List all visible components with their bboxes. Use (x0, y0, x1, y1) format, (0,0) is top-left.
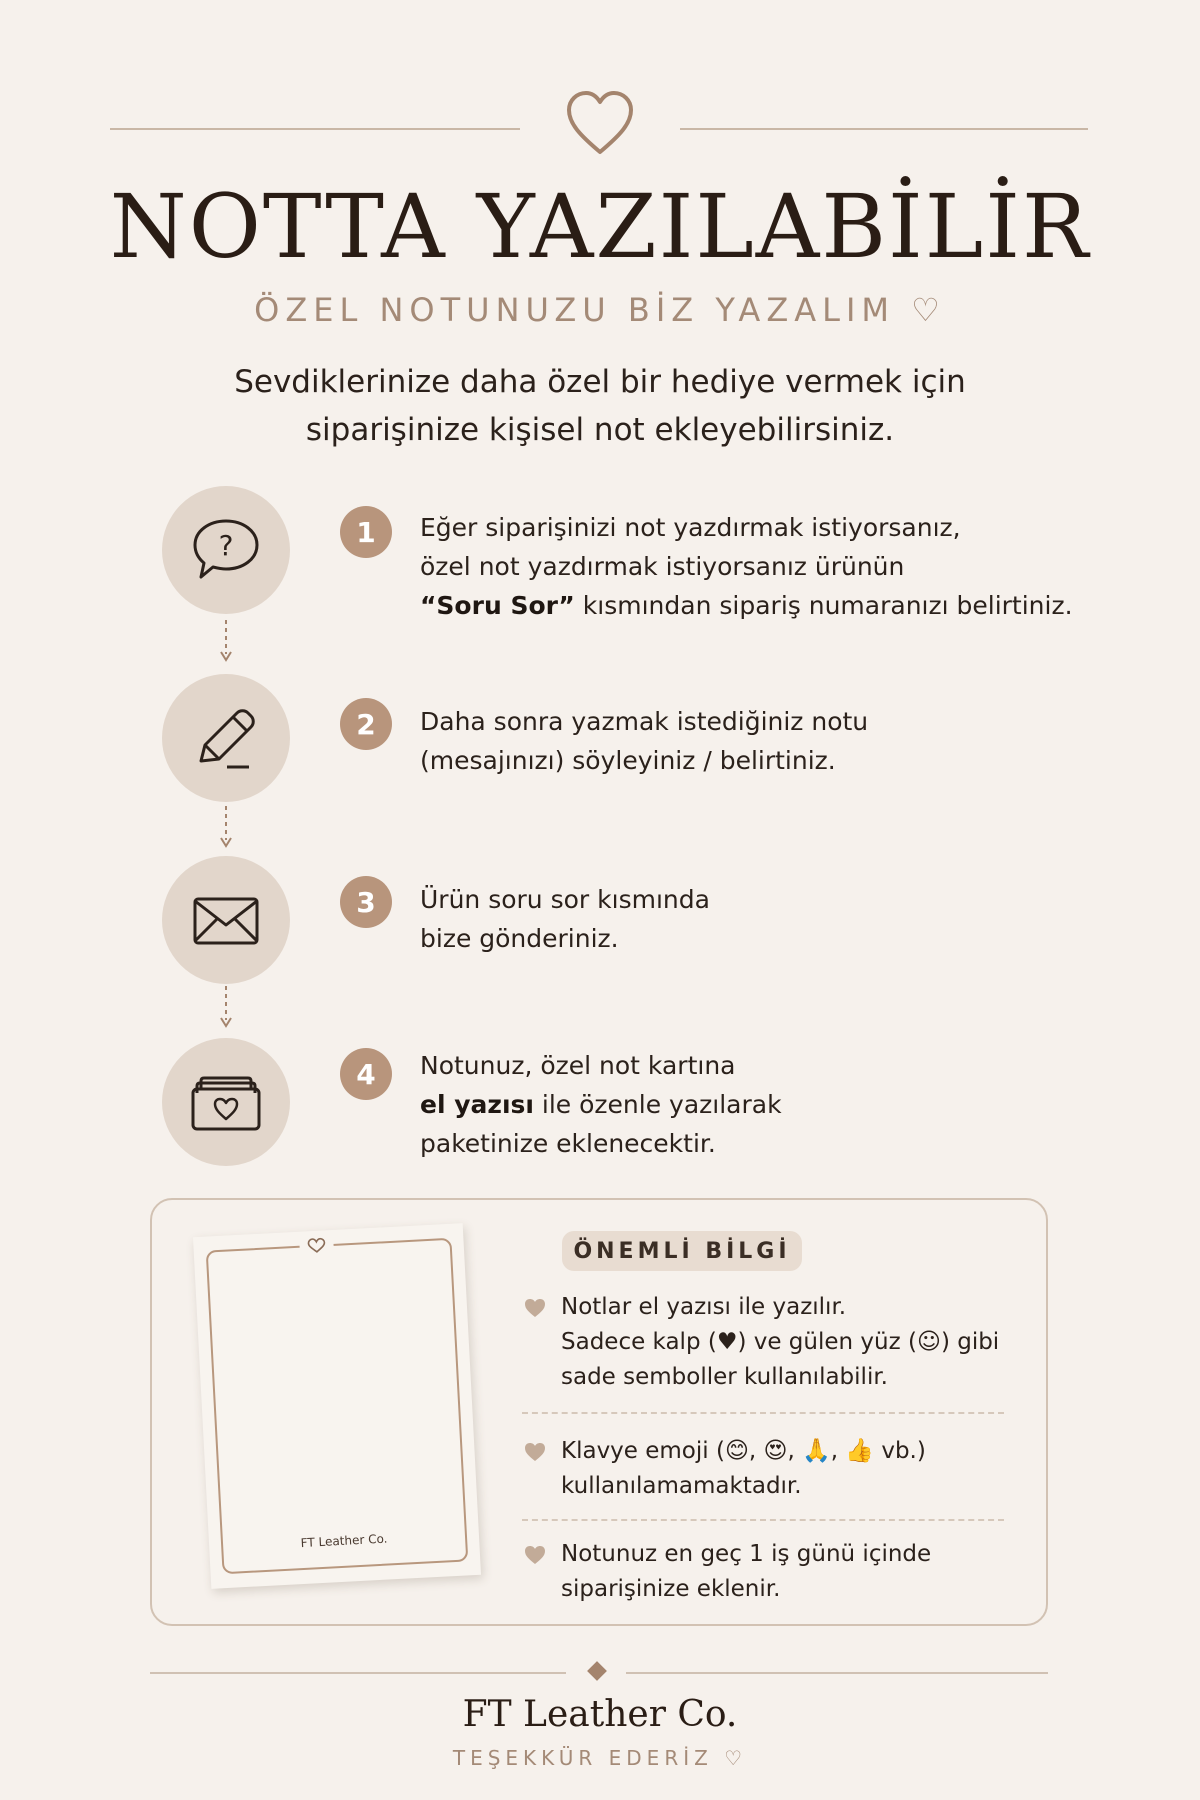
info-item-3 (561, 1537, 1011, 1607)
info-line: sade semboller kullanılabilir. (561, 1364, 888, 1390)
info-line: Sadece kalp (♥) ve gülen yüz (☺) gibi (561, 1329, 1000, 1355)
step-1-icon-circle (162, 486, 290, 614)
info-line: Notunuz en geç 1 iş günü içinde (561, 1541, 932, 1567)
info-divider (522, 1519, 1004, 1521)
step-connector (224, 986, 228, 1034)
important-info-badge: ÖNEMLİ BİLGİ (562, 1231, 802, 1271)
footer-brand: FT Leather Co. (462, 1694, 738, 1735)
pencil-icon (187, 699, 265, 777)
step-text-bold: “Soru Sor” (420, 591, 575, 620)
step-4-icon-circle (162, 1038, 290, 1166)
step-connector (224, 806, 228, 854)
page-subtitle: ÖZEL NOTUNUZU BİZ YAZALIM ♡ (254, 291, 946, 329)
step-text-line: (mesajınızı) söyleyiniz / belirtiniz. (420, 746, 836, 775)
step-text-line: bize gönderiniz. (420, 924, 619, 953)
step-text-line: özel not yazdırmak istiyorsanız ürünün (420, 552, 905, 581)
step-2-text (420, 702, 1100, 780)
info-line: Notlar el yazısı ile yazılır. (561, 1294, 847, 1320)
info-line: kullanılamamaktadır. (561, 1473, 802, 1499)
header-divider-left (110, 128, 520, 130)
intro-text (150, 358, 1050, 454)
intro-line: Sevdiklerinize daha özel bir hediye vermek için (234, 364, 966, 400)
svg-text:?: ? (218, 529, 234, 562)
note-card-frame (206, 1238, 469, 1574)
step-number-badge: 2 (340, 698, 392, 750)
note-card-heart (299, 1234, 334, 1258)
heart-bullet-icon (524, 1442, 546, 1462)
step-connector (224, 620, 228, 668)
step-2-icon-circle (162, 674, 290, 802)
step-number-badge: 1 (340, 506, 392, 558)
step-text-line: Notunuz, özel not kartına (420, 1051, 736, 1080)
step-text-line: paketinize eklenecektir. (420, 1129, 716, 1158)
note-card-brand: FT Leather Co. (300, 1531, 388, 1551)
info-line: Klavye emoji (😊, 😍, 🙏, 👍 vb.) (561, 1438, 926, 1464)
envelope-icon (187, 881, 265, 959)
step-text-line (420, 1085, 1100, 1124)
heart-outline-icon (307, 1237, 326, 1254)
step-text-rest: ile özenle yazılarak (533, 1090, 782, 1119)
info-item-2 (561, 1434, 1011, 1504)
footer-divider-right (626, 1672, 1048, 1674)
heart-outline-icon (563, 88, 637, 158)
footer-divider-left (150, 1672, 566, 1674)
heart-bullet-icon (524, 1545, 546, 1565)
step-3-text (420, 880, 1100, 958)
heart-card-icon (187, 1063, 265, 1141)
question-bubble-icon (187, 511, 265, 589)
step-text-line: Eğer siparişinizi not yazdırmak istiyorsanız, (420, 513, 961, 542)
step-number-badge: 3 (340, 876, 392, 928)
step-3-icon-circle (162, 856, 290, 984)
intro-line: siparişinize kişisel not ekleyebilirsiniz. (305, 412, 895, 448)
step-4-text (420, 1046, 1100, 1163)
info-divider (522, 1412, 1004, 1414)
step-text-line: Daha sonra yazmak istediğiniz notu (420, 707, 869, 736)
step-number-badge: 4 (340, 1048, 392, 1100)
page-title: NOTTA YAZILABİLİR (109, 175, 1091, 278)
footer-thanks: TEŞEKKÜR EDERİZ ♡ (452, 1746, 748, 1770)
step-1-text (420, 508, 1100, 625)
step-text-line (420, 586, 1100, 625)
heart-bullet-icon (524, 1298, 546, 1318)
step-text-line: Ürün soru sor kısmında (420, 885, 710, 914)
info-line: siparişinize eklenir. (561, 1576, 781, 1602)
step-text-bold: el yazısı (420, 1090, 534, 1119)
step-text-rest: kısmından sipariş numaranızı belirtiniz. (574, 591, 1073, 620)
diamond-icon (587, 1661, 607, 1681)
note-card-image (193, 1223, 481, 1589)
header-divider-right (680, 128, 1088, 130)
info-item-1 (561, 1290, 1011, 1395)
